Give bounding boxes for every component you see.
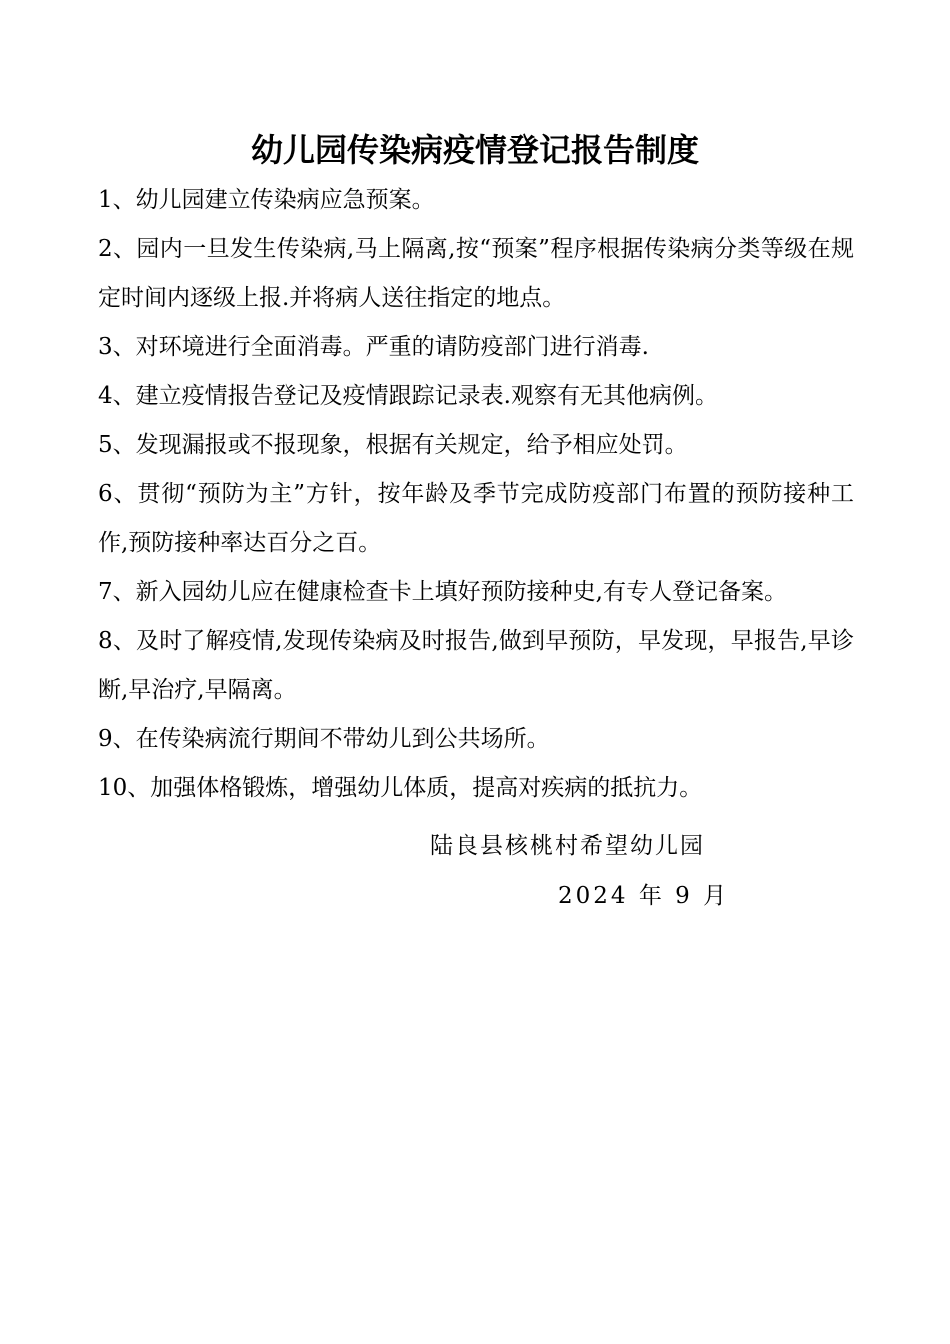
paragraph-3: 3、对环境进行全面消毒。严重的请防疫部门进行消毒. [98, 334, 649, 360]
paragraph-5: 5、发现漏报或不报现象，根据有关规定，给予相应处罚。 [98, 432, 688, 458]
paragraph-2: 2、园内一旦发生传染病,马上隔离,按“预案”程序根据传染病分类等级在规定时间内逐级上报.并将病人送往指定的地点。 [98, 236, 854, 311]
paragraph-7: 7、新入园幼儿应在健康检查卡上填好预防接种史,有专人登记备案。 [98, 579, 787, 605]
signature-date: 2024 年 9 月 [558, 883, 730, 909]
paragraph-8: 8、及时了解疫情,发现传染病及时报告,做到早预防，早发现，早报告,早诊断,早治疗,早隔离。 [98, 628, 854, 703]
paragraph-1: 1、幼儿园建立传染病应急预案。 [98, 187, 435, 213]
paragraph-4: 4、建立疫情报告登记及疫情跟踪记录表.观察有无其他病例。 [98, 383, 718, 409]
paragraph-9: 9、在传染病流行期间不带幼儿到公共场所。 [98, 726, 550, 752]
signature-organization: 陆良县核桃村希望幼儿园 [430, 833, 705, 859]
paragraph-10: 10、加强体格锻炼，增强幼儿体质，提高对疾病的抵抗力。 [98, 775, 703, 801]
paragraph-6: 6、贯彻“预防为主”方针，按年龄及季节完成防疫部门布置的预防接种工作,预防接种率达百分之百。 [98, 481, 854, 556]
document-title: 幼儿园传染病疫情登记报告制度 [250, 131, 699, 169]
document-body [98, 176, 854, 813]
